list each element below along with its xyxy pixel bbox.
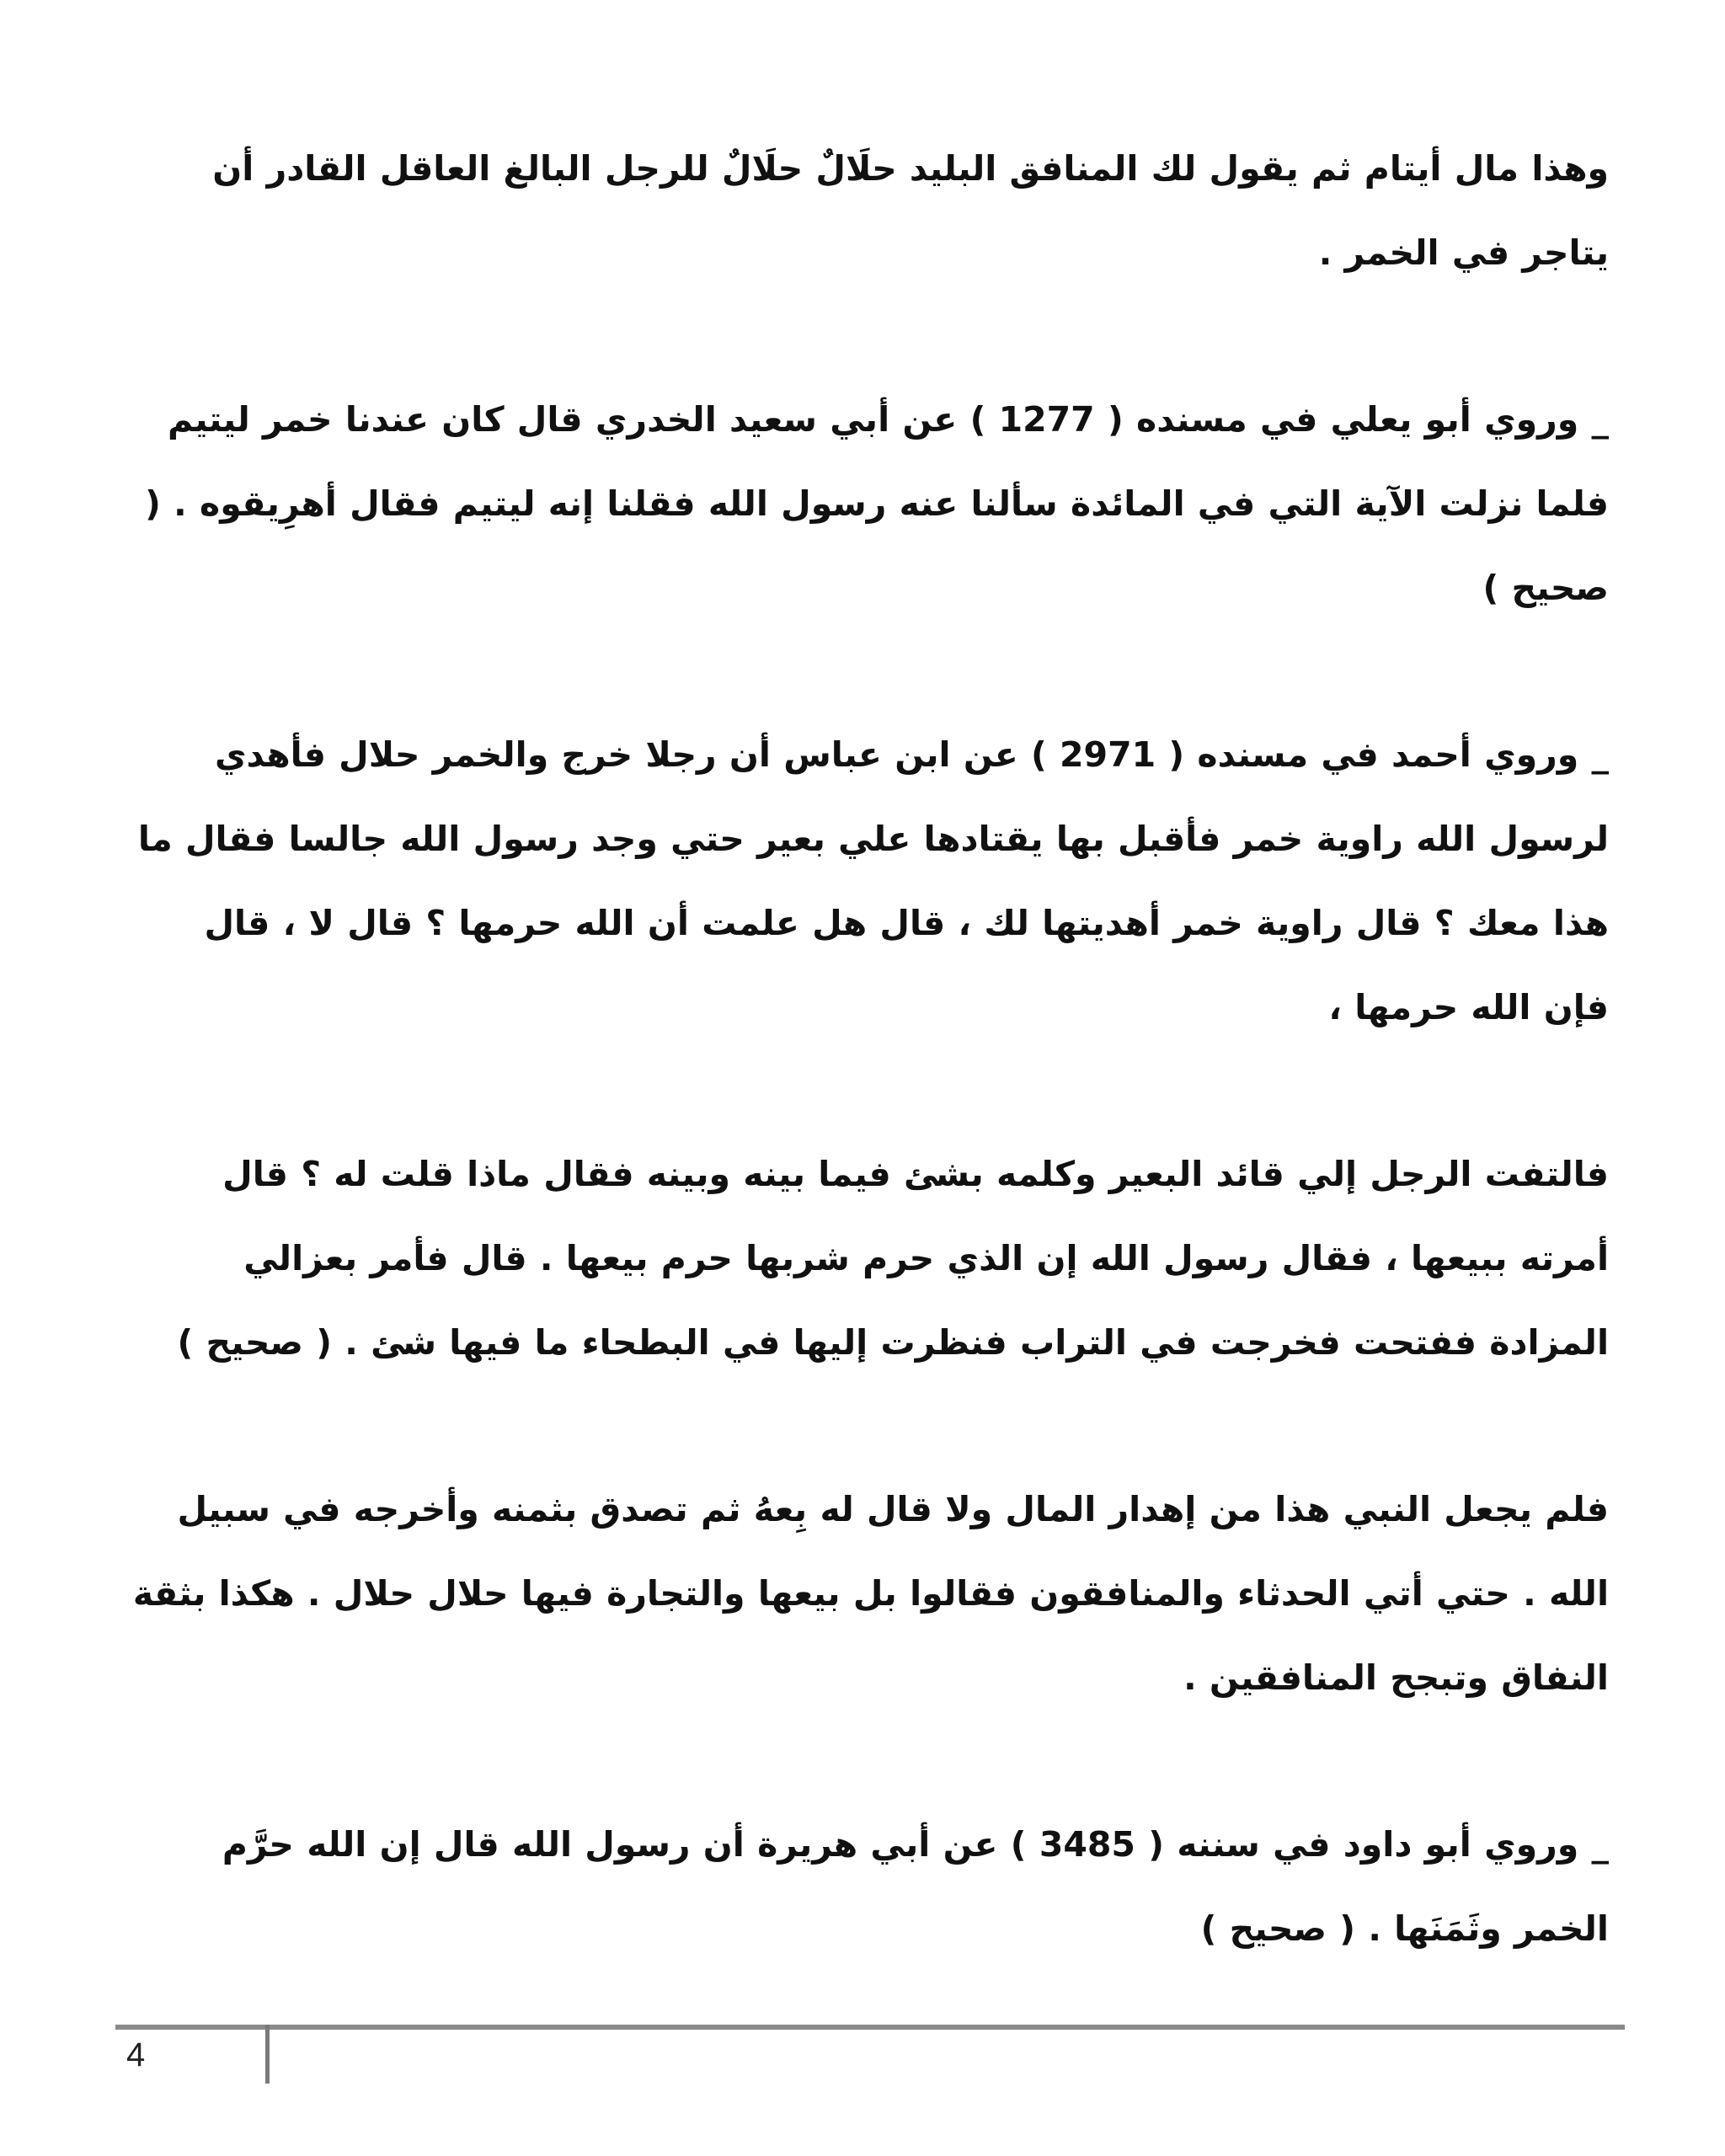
page-number: 4 [126,2036,146,2073]
paragraph-5: فلم يجعل النبي هذا من إهدار المال ولا قال له بِعهُ ثم تصدق بثمنه وأخرجه في سبيل الله . حتي أتي الحدثاء والمنافقون فقالوا بل بيعها والتجارة فيها حلال حلال . هكذا بثقة النفاق وتبجح المنافقين . [132,1489,1609,1698]
page-body [131,126,1609,1971]
footer-separator [265,2025,270,2084]
paragraph-1: وهذا مال أيتام ثم يقول لك المنافق البليد حلَالٌ حلَالٌ للرجل البالغ العاقل القادر أن يتاجر في الخمر . [212,148,1609,273]
paragraph-3: _ وروي أحمد في مسنده ( 2971 ) عن ابن عباس أن رجلا خرج والخمر حلال فأهدي لرسول الله راوية خمر فأقبل بها يقتادها علي بعير حتي وجد رسول الله جالسا فقال ما هذا معك ؟ قال راوية خمر أهديتها لك ، قال هل علمت أن الله حرمها ؟ قال لا ، قال فإن الله حرمها ، [137,734,1609,1027]
paragraph-2: _ وروي أبو يعلي في مسنده ( 1277 ) عن أبي سعيد الخدري قال كان عندنا خمر ليتيم فلما نزلت الآية التي في المائدة سألنا عنه رسول الله فقلنا إنه ليتيم فقال أهرِيقوه . ( صحيح ) [145,399,1609,608]
paragraph-4: فالتفت الرجل إلي قائد البعير وكلمه بشئ فيما بينه وبينه فقال ماذا قلت له ؟ قال أمرته ببيعها ، فقال رسول الله إن الذي حرم شربها حرم بيعها . قال فأمر بعزالي المزادة ففتحت فخرجت في التراب فنظرت إليها في البطحاء ما فيها شئ . ( صحيح ) [177,1154,1609,1363]
paragraph-6: _ وروي أبو داود في سننه ( 3485 ) عن أبي هريرة أن رسول الله قال إن الله حرَّم الخمر وثَمَنَها . ( صحيح ) [222,1824,1609,1949]
footer-rule [115,2025,1625,2030]
